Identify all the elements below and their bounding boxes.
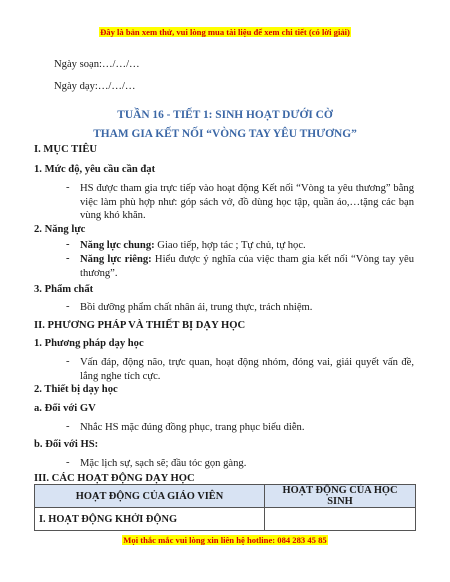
specific-competency: Năng lực riêng: Hiểu được ý nghĩa của việc tham gia kết nối “Vòng tay yêu thương”. xyxy=(80,254,414,279)
quality-text: Bồi dưỡng phẩm chất nhân ái, trung thực, trách nhiệm. xyxy=(80,302,313,313)
bullet-dash: - xyxy=(66,457,70,468)
table-row xyxy=(35,508,416,531)
teacher-text: Nhắc HS mặc đúng đồng phục, trang phục biểu diễn. xyxy=(80,422,305,433)
top-banner: Đây là bản xem thử, vui lòng mua tài liệu để xem chi tiết (có lời giải) xyxy=(100,27,350,37)
lesson-title: TUẦN 16 - TIẾT 1: SINH HOẠT DƯỚI CỜ xyxy=(117,109,333,121)
student-text: Mặc lịch sự, sạch sẽ; đầu tóc gọn gàng. xyxy=(80,458,247,469)
table-cell: I. HOẠT ĐỘNG KHỞI ĐỘNG xyxy=(35,508,265,531)
requirements-text: HS được tham gia trực tiếp vào hoạt động Kết nối “Vòng ta yêu thương” bằng việc làm phù hợp như: góp sách vở, đồ dùng học tập, quần áo,…tặng các bạn vùng khó khăn. xyxy=(80,183,414,222)
general-competency: Năng lực chung: Giao tiếp, hợp tác ; Tự chủ, tự học. xyxy=(80,240,306,251)
col-teacher-header: HOẠT ĐỘNG CỦA GIÁO VIÊN xyxy=(35,485,265,508)
teaching-methods-heading: 1. Phương pháp dạy học xyxy=(34,338,144,349)
date-taught: Ngày dạy:…/…/… xyxy=(54,81,136,92)
bullet-dash: - xyxy=(66,301,70,312)
section-methods-heading: II. PHƯƠNG PHÁP VÀ THIẾT BỊ DẠY HỌC xyxy=(34,320,246,331)
bullet-dash: - xyxy=(66,421,70,432)
bullet-dash: - xyxy=(66,253,70,264)
date-prepared: Ngày soạn:…/…/… xyxy=(54,59,140,70)
equipment-heading: 2. Thiết bị dạy học xyxy=(34,384,118,395)
bullet-dash: - xyxy=(66,239,70,250)
lesson-subtitle: THAM GIA KẾT NỐI “VÒNG TAY YÊU THƯƠNG” xyxy=(93,128,357,140)
table-header-row xyxy=(35,485,416,508)
activities-table xyxy=(34,484,416,531)
teaching-methods-text: Vấn đáp, động não, trực quan, hoạt động nhóm, đóng vai, giải quyết vấn đề, lắng nghe tích cực. xyxy=(80,357,414,382)
section-objectives-heading: I. MỤC TIÊU xyxy=(34,144,98,155)
table-cell xyxy=(265,508,416,531)
bottom-banner: Mọi thắc mắc vui lòng xin liên hệ hotline: 084 283 45 85 xyxy=(123,535,327,545)
requirements-heading: 1. Mức độ, yêu cầu cần đạt xyxy=(34,164,156,175)
teacher-heading: a. Đối với GV xyxy=(34,403,96,414)
quality-heading: 3. Phẩm chất xyxy=(34,284,94,295)
bullet-dash: - xyxy=(66,182,70,193)
section-activities-heading: III. CÁC HOẠT ĐỘNG DẠY HỌC xyxy=(34,473,195,484)
competency-heading: 2. Năng lực xyxy=(34,224,86,235)
bullet-dash: - xyxy=(66,356,70,367)
col-student-header: HOẠT ĐỘNG CỦA HỌC SINH xyxy=(265,485,416,508)
student-heading: b. Đối với HS: xyxy=(34,439,99,450)
